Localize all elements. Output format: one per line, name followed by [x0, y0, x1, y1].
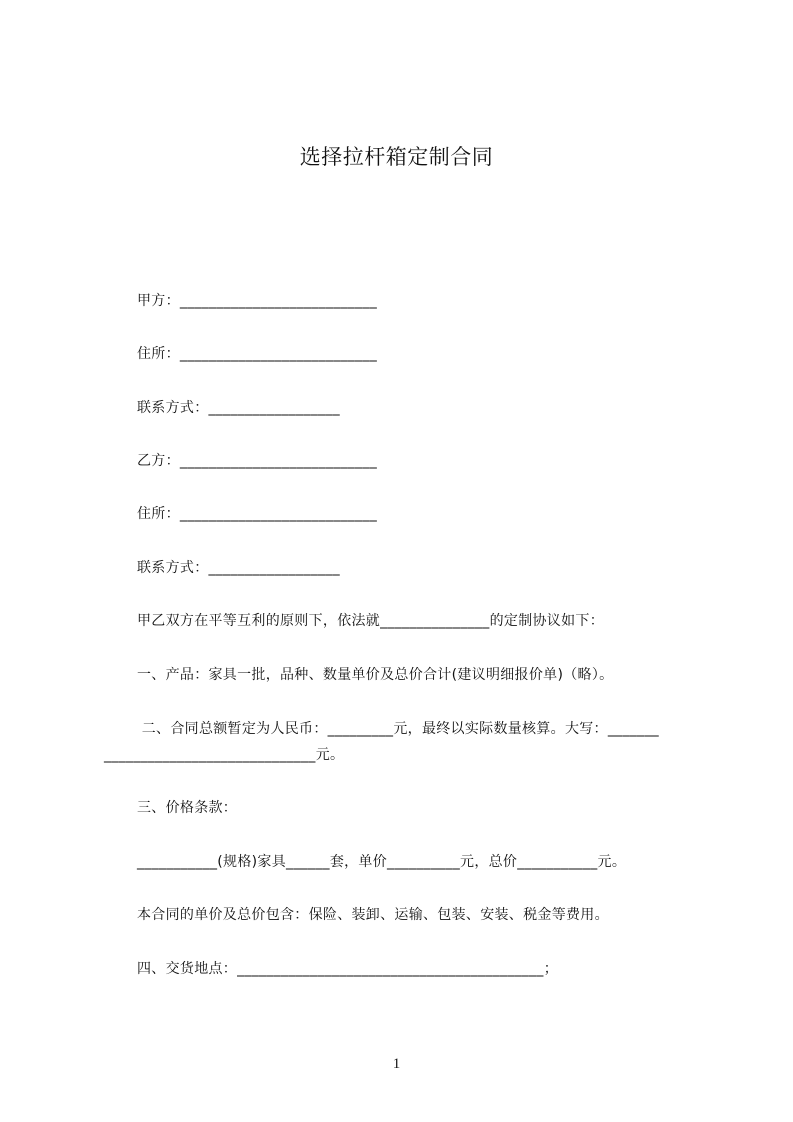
page-number: 1 [392, 1056, 401, 1072]
party-b-line: 乙方：___________________________ [137, 453, 377, 469]
clause-price-heading: 三、价格条款： [137, 800, 238, 816]
clause-product-line: 一、产品：家具一批，品种、数量单价及总价合计(建议明细报价单)（略）。 [137, 667, 614, 683]
agreement-intro-line: 甲乙双方在平等互利的原则下，依法就_______________的定制协议如下： [137, 613, 604, 629]
party-a-address-line: 住所：___________________________ [137, 346, 377, 362]
party-a-line: 甲方：___________________________ [137, 293, 377, 309]
party-b-contact-line: 联系方式：__________________ [137, 560, 340, 576]
price-inclusion-line: 本合同的单价及总价包含：保险、装卸、运输、包装、安装、税金等费用。 [137, 907, 609, 923]
price-detail-line: ___________(规格)家具______套，单价__________元，总价___________元。 [137, 854, 627, 870]
document-title: 选择拉杆箱定制合同 [299, 145, 494, 169]
clause-amount-line: 二、合同总额暂定为人民币：_________元，最终以实际数量核算。大写：_______ [137, 721, 659, 737]
clause-delivery-line: 四、交货地点：__________________________________________； [137, 961, 558, 977]
clause-amount-continuation: _____________________________元。 [104, 747, 345, 763]
party-b-address-line: 住所：___________________________ [137, 506, 377, 522]
party-a-contact-line: 联系方式：__________________ [137, 400, 340, 416]
